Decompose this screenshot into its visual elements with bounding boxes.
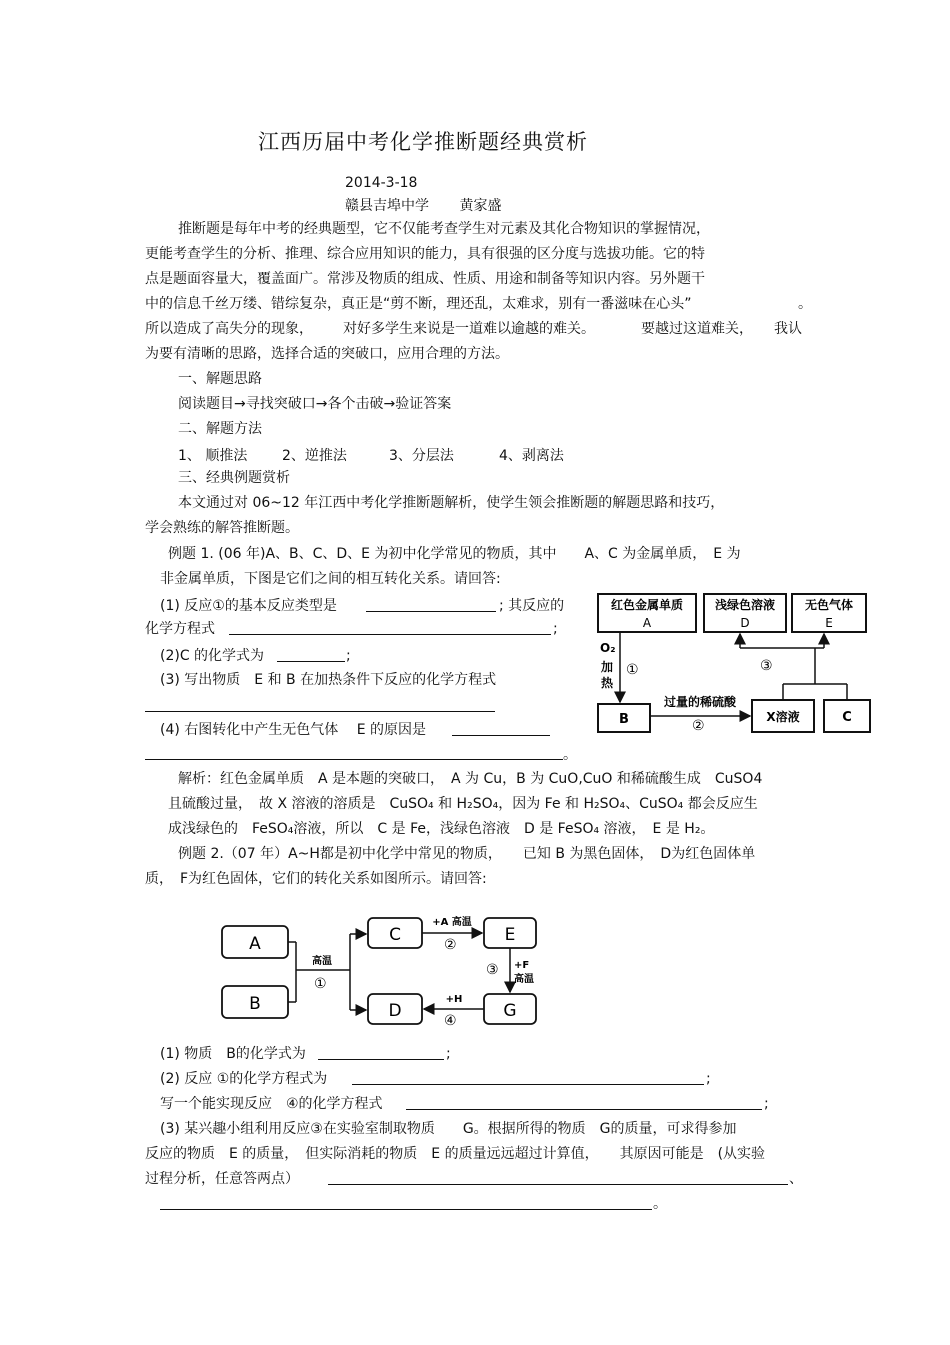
ex1-q3-blank[interactable] bbox=[145, 711, 495, 712]
node-b bbox=[222, 986, 288, 1018]
node-b-label: B bbox=[249, 994, 261, 1014]
ex1-q4-blank-1[interactable] bbox=[452, 735, 550, 736]
intro-line-4: 中的信息千丝万缕、错综复杂，真正是“剪不断，理还乱，太难求，别有一番滋味在心头” bbox=[145, 296, 692, 312]
box-d bbox=[704, 594, 786, 632]
ex2-q3-blank-2[interactable] bbox=[160, 1209, 652, 1210]
label-c3: ③ bbox=[486, 962, 499, 978]
box-b-letter: B bbox=[619, 712, 629, 727]
section-1-body: 阅读题目→寻找突破口→各个击破→验证答案 bbox=[178, 396, 452, 412]
method-1: 1、 顺推法 bbox=[178, 448, 248, 464]
label-plus-f: +F bbox=[514, 960, 530, 971]
example-1-diagram bbox=[592, 588, 876, 738]
node-c-label: C bbox=[389, 925, 401, 945]
ex2-q3-line-2: 反应的物质 E 的质量， 但实际消耗的物质 E 的质量远远超过计算值， 其原因可能是 (从实验 bbox=[145, 1146, 766, 1162]
ex1-q2-end: ; bbox=[346, 648, 351, 664]
ex2-q3-sep: 、 bbox=[789, 1171, 803, 1187]
box-d-letter: D bbox=[740, 616, 750, 630]
intro-line-3: 点是题面容量大，覆盖面广。常涉及物质的组成、性质、用途和制备等知识内容。另外题干 bbox=[145, 271, 705, 287]
intro-line-5b: 对好多学生来说是一道难以逾越的难关。 bbox=[343, 321, 595, 337]
label-circle-3: ③ bbox=[760, 658, 773, 674]
example-2-stem-2: 质， F为红色固体，它们的转化关系如图所示。请回答: bbox=[145, 871, 487, 887]
intro-line-4-end: 。 bbox=[798, 296, 812, 312]
date: 2014-3-18 bbox=[345, 175, 418, 191]
box-x-label: X溶液 bbox=[766, 710, 800, 724]
node-a-label: A bbox=[249, 934, 261, 954]
ex2-q2-extra-end: ; bbox=[764, 1096, 769, 1112]
ex1-q2-blank[interactable] bbox=[277, 661, 345, 662]
node-a bbox=[222, 926, 288, 958]
ex1-analysis-1: 解析：红色金属单质 A 是本题的突破口， A 为 Cu，B 为 CuO,CuO 和稀硫酸生成 CuSO4 bbox=[178, 771, 763, 787]
ex2-q2-label: (2) 反应 ①的化学方程式为 bbox=[160, 1071, 328, 1087]
ex1-q1-blank-2[interactable] bbox=[229, 634, 551, 635]
box-e bbox=[792, 594, 866, 632]
label-circle-1: ① bbox=[626, 662, 639, 678]
ex2-q3-blank-1[interactable] bbox=[328, 1184, 788, 1185]
label-circle-2: ② bbox=[692, 718, 705, 734]
node-d-label: D bbox=[388, 1001, 402, 1021]
section-1-heading: 一、解题思路 bbox=[178, 371, 262, 387]
box-b bbox=[598, 704, 650, 732]
ex1-q1-blank-1[interactable] bbox=[366, 611, 496, 612]
box-c-letter: C bbox=[842, 710, 852, 725]
ex2-q1-end: ; bbox=[446, 1046, 451, 1062]
example-1-stem-1: 例题 1. (06 年)A、B、C、D、E 为初中化学常见的物质，其中 A、C 为金属单质， E 为 bbox=[168, 546, 741, 562]
node-g-label: G bbox=[503, 1001, 517, 1021]
intro-line-2: 更能考查学生的分析、推理、综合应用知识的能力，具有很强的区分度与选拔功能。它的特 bbox=[145, 246, 705, 262]
method-4: 4、剥离法 bbox=[499, 448, 564, 464]
ex1-q3-label: (3) 写出物质 E 和 B 在加热条件下反应的化学方程式 bbox=[160, 672, 497, 688]
ex1-q1-text: ; 其反应的 bbox=[499, 598, 565, 614]
ex1-q4-blank-2[interactable] bbox=[145, 759, 563, 760]
label-c4: ④ bbox=[444, 1013, 457, 1029]
box-a-letter: A bbox=[642, 616, 652, 630]
label-acid: 过量的稀硫酸 bbox=[663, 695, 737, 709]
ex1-q4-label: (4) 右图转化中产生无色气体 E 的原因是 bbox=[160, 722, 427, 738]
node-e-label: E bbox=[504, 925, 516, 945]
label-heat-2: 热 bbox=[601, 676, 614, 690]
page-title: 江西历届中考化学推断题经典赏析 bbox=[258, 130, 588, 154]
method-3: 3、分层法 bbox=[389, 448, 454, 464]
label-gaowen-2: 高温 bbox=[514, 974, 534, 985]
example-2-stem-1: 例题 2.（07 年）A~H都是初中化学中常见的物质， 已知 B 为黑色固体， D为红色固体单 bbox=[178, 846, 756, 862]
label-c2: ② bbox=[444, 937, 457, 953]
label-o2: O₂ bbox=[600, 641, 616, 655]
ex2-q1-label: (1) 物质 B的化学式为 bbox=[160, 1046, 306, 1062]
ex2-q1-blank[interactable] bbox=[318, 1059, 444, 1060]
ex1-q2-label: (2)C 的化学式为 bbox=[160, 648, 265, 664]
intro-line-5a: 所以造成了高失分的现象， bbox=[145, 321, 313, 337]
ex1-q1-label: (1) 反应①的基本反应类型是 bbox=[160, 598, 337, 614]
author: 赣县吉埠中学 黄家盛 bbox=[345, 198, 502, 214]
ex1-q4-end: 。 bbox=[563, 747, 577, 763]
label-plus-h: +H bbox=[445, 994, 463, 1005]
node-c bbox=[368, 918, 422, 948]
ex2-q2-extra-blank[interactable] bbox=[406, 1109, 762, 1110]
box-a bbox=[598, 594, 696, 632]
box-c bbox=[824, 700, 870, 732]
ex2-q2-end: ; bbox=[706, 1071, 711, 1087]
intro-line-6: 为要有清晰的思路，选择合适的突破口，应用合理的方法。 bbox=[145, 346, 509, 362]
section-3-heading: 三、经典例题赏析 bbox=[178, 470, 290, 486]
box-a-name: 红色金属单质 bbox=[610, 598, 684, 612]
section-3-line-1: 本文通过对 06~12 年江西中考化学推断题解析，使学生领会推断题的解题思路和技巧， bbox=[178, 495, 725, 511]
ex2-q3-end: 。 bbox=[653, 1196, 667, 1212]
ex1-q1-end: ; bbox=[553, 621, 558, 637]
ex2-q3-line-1: (3) 某兴趣小组利用反应③在实验室制取物质 G。根据所得的物质 G的质量，可求得参加 bbox=[160, 1121, 737, 1137]
box-d-name: 浅绿色溶液 bbox=[714, 598, 776, 612]
intro-line-5d: 我认 bbox=[774, 321, 802, 337]
label-heat-1: 加 bbox=[601, 660, 614, 674]
label-c1: ① bbox=[314, 976, 327, 992]
intro-line-1: 推断题是每年中考的经典题型，它不仅能考查学生对元素及其化合物知识的掌握情况， bbox=[178, 221, 710, 237]
ex2-q2-blank[interactable] bbox=[352, 1084, 704, 1085]
section-3-line-2: 学会熟练的解答推断题。 bbox=[145, 520, 299, 536]
node-e bbox=[484, 918, 536, 948]
ex1-analysis-3: 成浅绿色的 FeSO₄溶液，所以 C 是 Fe，浅绿色溶液 D 是 FeSO₄ 溶液， E 是 H₂。 bbox=[168, 821, 715, 837]
box-x bbox=[752, 700, 814, 732]
ex1-analysis-2: 且硫酸过量， 故 X 溶液的溶质是 CuSO₄ 和 H₂SO₄，因为 Fe 和 H₂SO₄、CuSO₄ 都会反应生 bbox=[168, 796, 758, 812]
ex2-q2-extra-label: 写一个能实现反应 ④的化学方程式 bbox=[160, 1096, 383, 1112]
label-plus-a: +A 高温 bbox=[432, 917, 472, 928]
section-2-heading: 二、解题方法 bbox=[178, 421, 262, 437]
ex1-q1-equation-label: 化学方程式 bbox=[145, 621, 215, 637]
intro-line-5c: 要越过这道难关， bbox=[641, 321, 753, 337]
example-2-diagram bbox=[218, 912, 542, 1030]
label-gaowen: 高温 bbox=[312, 956, 332, 967]
ex2-q3-line-3: 过程分析，任意答两点） bbox=[145, 1171, 299, 1187]
method-2: 2、逆推法 bbox=[282, 448, 347, 464]
box-e-name: 无色气体 bbox=[804, 598, 854, 612]
node-g bbox=[484, 994, 536, 1024]
node-d bbox=[368, 994, 422, 1024]
example-1-stem-2: 非金属单质，下图是它们之间的相互转化关系。请回答: bbox=[160, 571, 501, 587]
box-e-letter: E bbox=[825, 616, 833, 630]
